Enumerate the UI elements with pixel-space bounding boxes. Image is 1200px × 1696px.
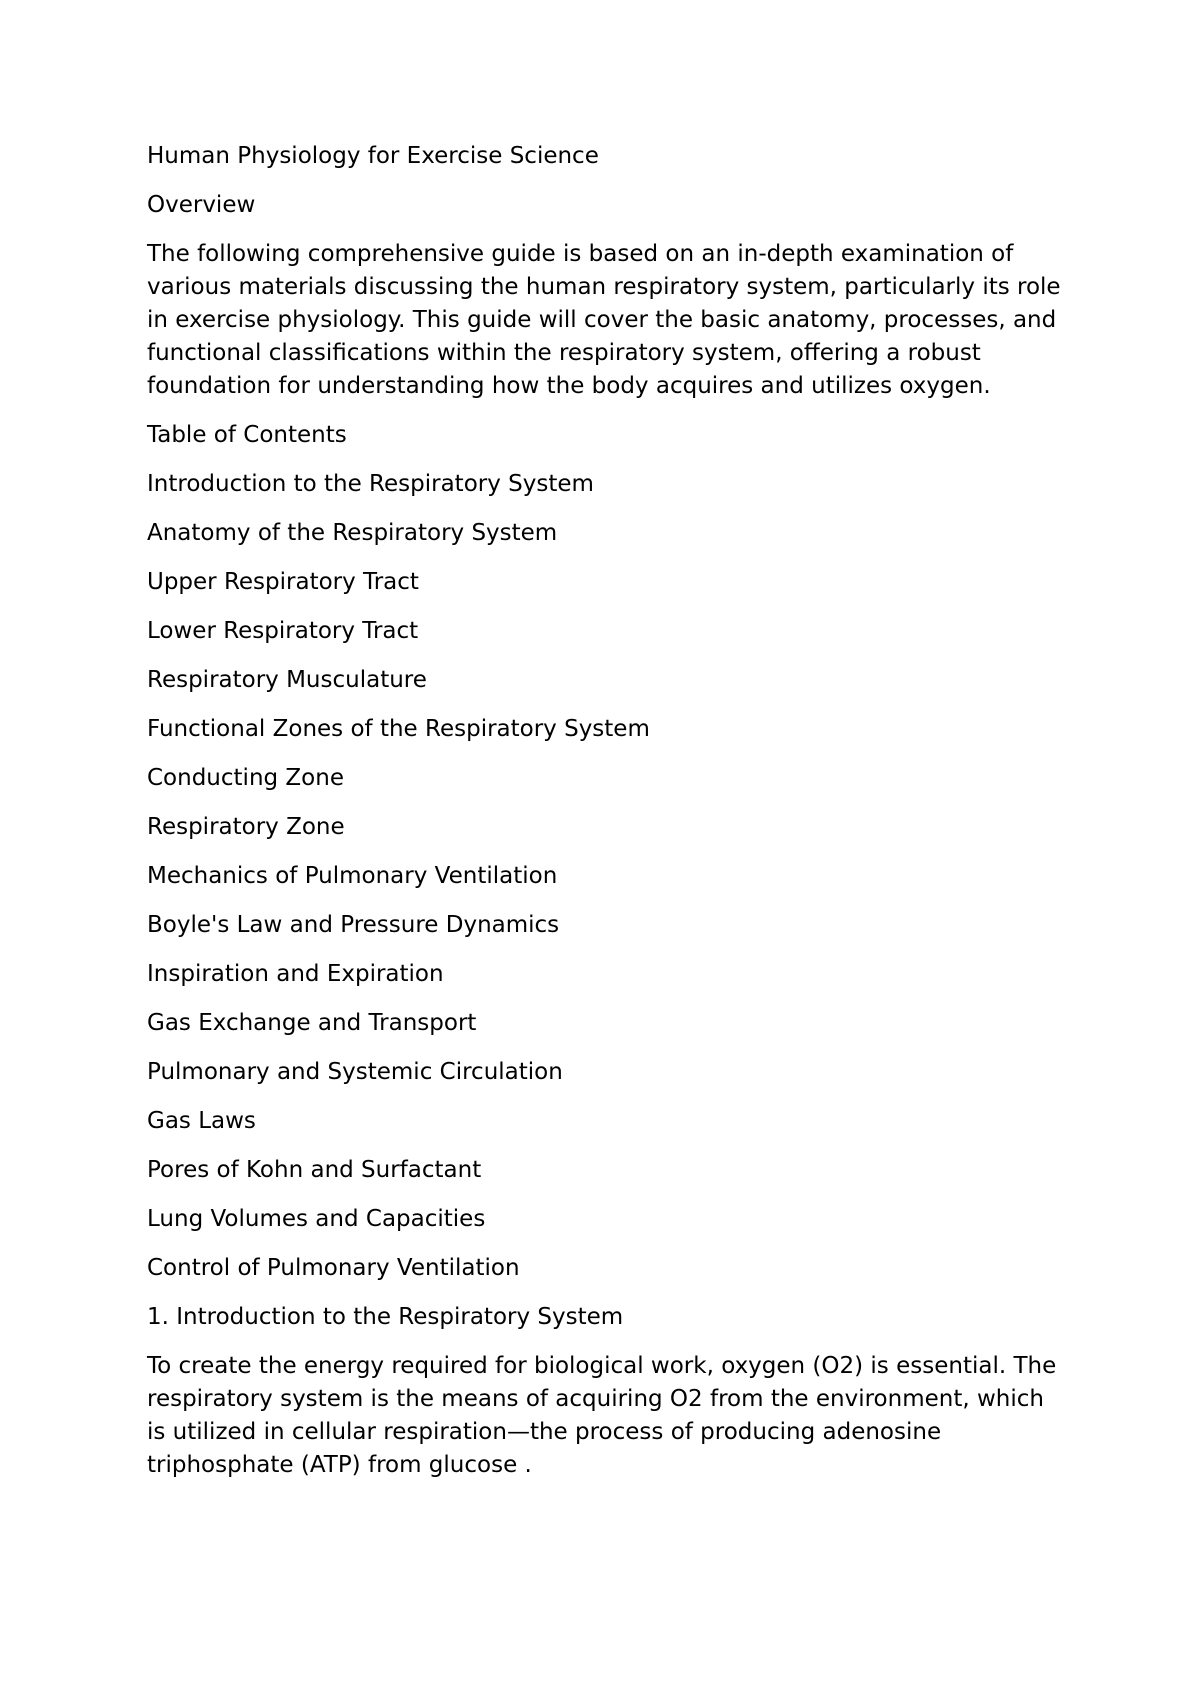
- toc-item-inspiration-expiration: Inspiration and Expiration: [147, 961, 444, 987]
- toc-item-gas-laws: Gas Laws: [147, 1108, 256, 1134]
- section-1-paragraph: To create the energy required for biological work, oxygen (O2) is essential. The respiratory system is the means of acquiring O2 from the environment, which is utilized in cellular respiration—the process of producing adenosine triphosphate (ATP) from glucose .: [147, 1353, 1057, 1478]
- toc-item-respiratory-zone: Respiratory Zone: [147, 814, 345, 840]
- section-1-heading: 1. Introduction to the Respiratory System: [147, 1304, 624, 1330]
- toc-item-lower-tract: Lower Respiratory Tract: [147, 618, 419, 644]
- toc-item-pores-of-kohn: Pores of Kohn and Surfactant: [147, 1157, 482, 1183]
- toc-item-ventilation-control: Control of Pulmonary Ventilation: [147, 1255, 520, 1281]
- document-page: [147, 140, 1067, 1498]
- toc-item-gas-exchange: Gas Exchange and Transport: [147, 1010, 477, 1036]
- toc-item-ventilation-mechanics: Mechanics of Pulmonary Ventilation: [147, 863, 558, 889]
- toc-item-conducting-zone: Conducting Zone: [147, 765, 344, 791]
- toc-item-anatomy: Anatomy of the Respiratory System: [147, 520, 558, 546]
- table-of-contents: [147, 468, 1067, 1285]
- toc-item-boyles-law: Boyle's Law and Pressure Dynamics: [147, 912, 560, 938]
- toc-item-upper-tract: Upper Respiratory Tract: [147, 569, 419, 595]
- toc-heading: Table of Contents: [147, 422, 347, 448]
- toc-item-introduction: Introduction to the Respiratory System: [147, 471, 594, 497]
- document-title: Human Physiology for Exercise Science: [147, 143, 599, 169]
- toc-item-functional-zones: Functional Zones of the Respiratory System: [147, 716, 650, 742]
- toc-item-lung-volumes: Lung Volumes and Capacities: [147, 1206, 486, 1232]
- toc-item-musculature: Respiratory Musculature: [147, 667, 427, 693]
- overview-paragraph: The following comprehensive guide is based on an in-depth examination of various materials discussing the human respiratory system, particularly its role in exercise physiology. This guide will cover the basic anatomy, processes, and functional classifications within the respiratory system, offering a robust foundation for understanding how the body acquires and utilizes oxygen.: [147, 241, 1061, 399]
- overview-heading: Overview: [147, 192, 256, 218]
- toc-item-circulation: Pulmonary and Systemic Circulation: [147, 1059, 563, 1085]
